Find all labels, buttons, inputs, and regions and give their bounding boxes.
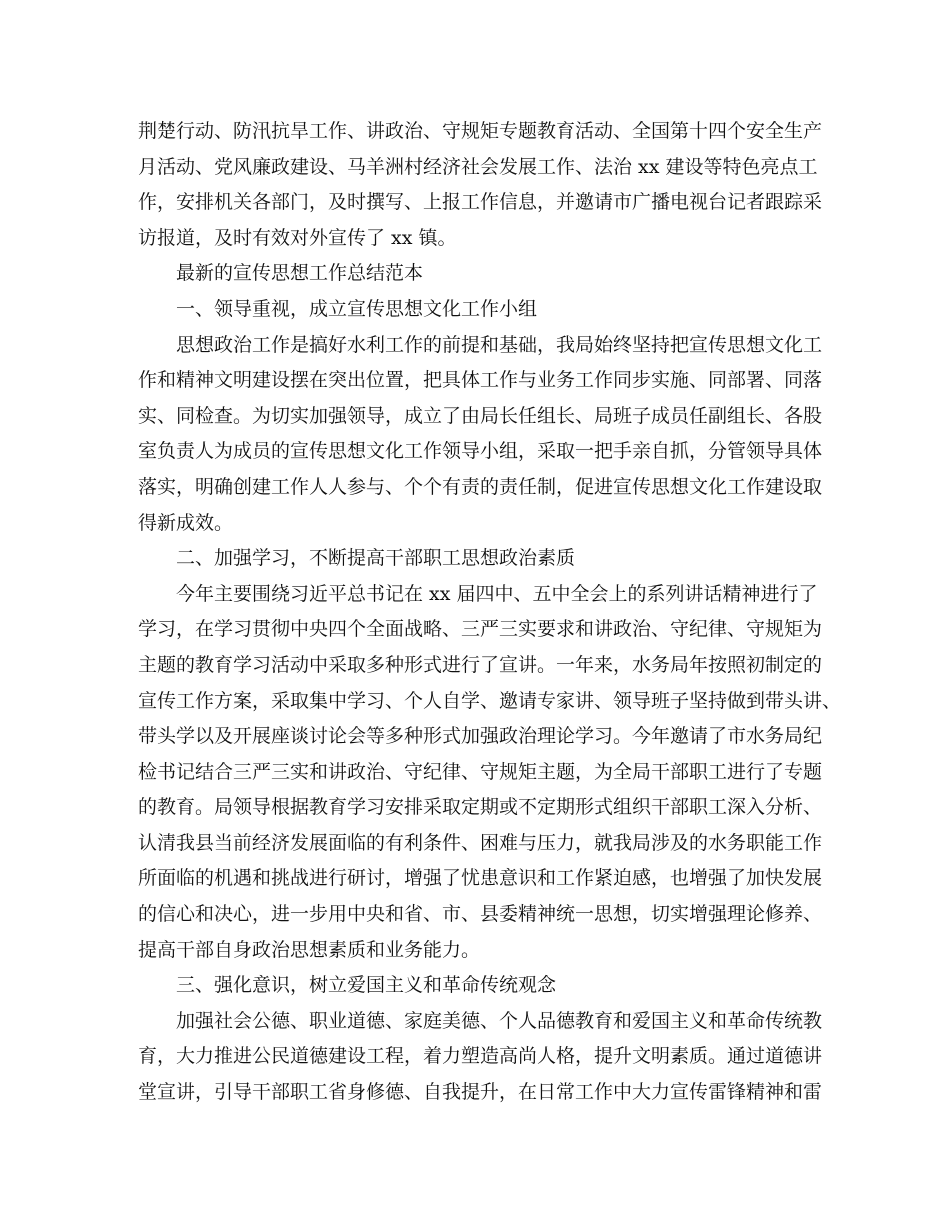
text-line: 提高干部自身政治思想素质和业务能力。 <box>138 938 481 961</box>
text-line: 主题的教育学习活动中采取多种形式进行了宣讲。一年来，水务局年按照初制定的 <box>138 653 823 676</box>
text-line: 学习，在学习贯彻中央四个全面战略、三严三实要求和讲政治、守纪律、守规矩为 <box>138 618 823 641</box>
text-line: 落实，明确创建工作人人参与、个个有责的责任制，促进宣传思想文化工作建设取 <box>138 475 823 498</box>
text-line: 堂宣讲，引导干部职工省身修德、自我提升，在日常工作中大力宣传雷锋精神和雷 <box>138 1081 823 1104</box>
text-line: 室负责人为成员的宣传思想文化工作领导小组，采取一把手亲自抓，分管领导具体 <box>138 440 823 463</box>
text-line: 所面临的机遇和挑战进行研讨，增强了忧患意识和工作紧迫感，也增强了加快发展 <box>138 867 823 890</box>
text-line: 二、加强学习，不断提高干部职工思想政治素质 <box>176 547 576 570</box>
text-line: 一、领导重视，成立宣传思想文化工作小组 <box>176 297 538 320</box>
text-line: 今年主要围绕习近平总书记在 xx 届四中、五中全会上的系列讲话精神进行了 <box>176 582 818 605</box>
text-line: 检书记结合三严三实和讲政治、守纪律、守规矩主题，为全局干部职工进行了专题 <box>138 760 823 783</box>
text-line: 思想政治工作是搞好水利工作的前提和基础，我局始终坚持把宣传思想文化工 <box>176 333 823 356</box>
text-line: 的信心和决心，进一步用中央和省、市、县委精神统一思想，切实增强理论修养、 <box>138 903 823 926</box>
text-line: 最新的宣传思想工作总结范本 <box>176 262 424 285</box>
text-line: 的教育。局领导根据教育学习安排采取定期或不定期形式组织干部职工深入分析、 <box>138 796 823 819</box>
text-line: 宣传工作方案，采取集中学习、个人自学、邀请专家讲、领导班子坚持做到带头讲、 <box>138 689 842 712</box>
text-line: 作，安排机关各部门，及时撰写、上报工作信息，并邀请市广播电视台记者跟踪采 <box>138 191 823 214</box>
document-body <box>138 114 842 1111</box>
text-line: 育，大力推进公民道德建设工程，着力塑造高尚人格，提升文明素质。通过道德讲 <box>138 1045 823 1068</box>
text-line: 带头学以及开展座谈讨论会等多种形式加强政治理论学习。今年邀请了市水务局纪 <box>138 725 823 748</box>
text-line: 荆楚行动、防汛抗旱工作、讲政治、守规矩专题教育活动、全国第十四个安全生产 <box>138 120 823 142</box>
text-line: 访报道，及时有效对外宣传了 xx 镇。 <box>138 226 457 249</box>
text-line: 三、强化意识，树立爱国主义和革命传统观念 <box>176 974 557 997</box>
text-line: 作和精神文明建设摆在突出位置，把具体工作与业务工作同步实施、同部署、同落 <box>138 369 823 392</box>
text-line: 认清我县当前经济发展面临的有利条件、困难与压力，就我局涉及的水务职能工作 <box>138 831 823 854</box>
text-line: 实、同检查。为切实加强领导，成立了由局长任组长、局班子成员任副组长、各股 <box>138 404 823 427</box>
text-line: 加强社会公德、职业道德、家庭美德、个人品德教育和爱国主义和革命传统教 <box>176 1009 823 1032</box>
text-line: 得新成效。 <box>138 511 234 534</box>
text-line: 月活动、党风廉政建设、马羊洲村经济社会发展工作、法治 xx 建设等特色亮点工 <box>138 155 818 178</box>
